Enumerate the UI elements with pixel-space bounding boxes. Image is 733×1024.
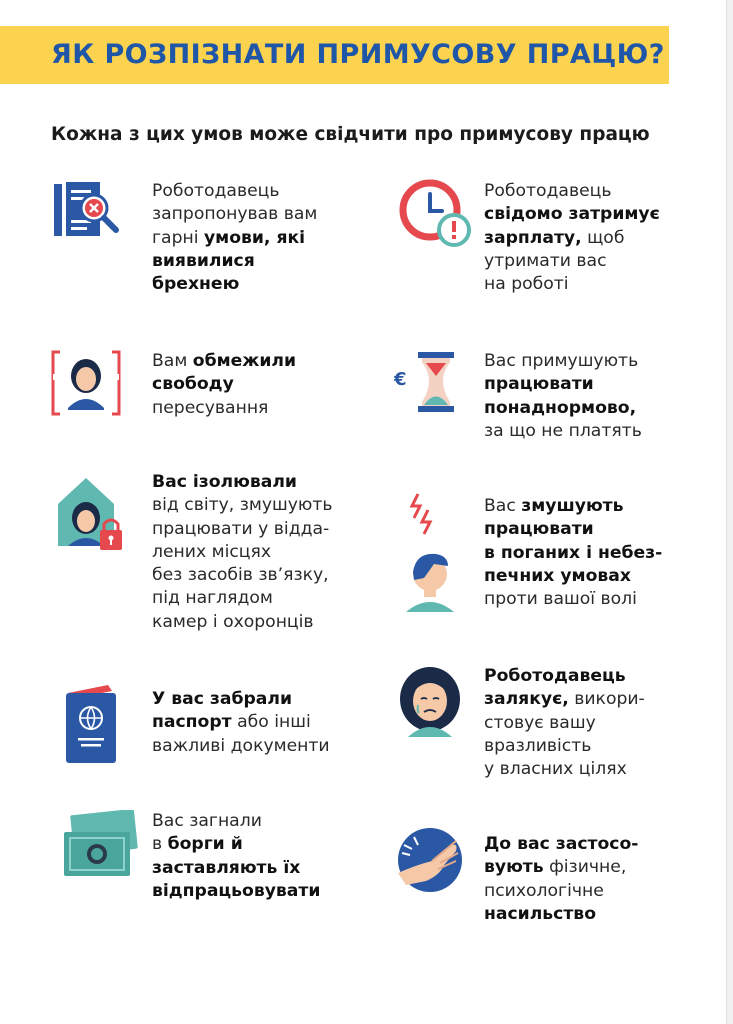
condition-text bbox=[152, 350, 296, 420]
line-text: Вам bbox=[152, 351, 193, 371]
condition-text bbox=[484, 833, 638, 926]
line-text: в bbox=[152, 834, 168, 855]
line-text-bold: залякує, bbox=[484, 689, 569, 710]
line-text: у власних цілях bbox=[484, 759, 627, 780]
condition-text bbox=[484, 350, 642, 443]
line-text-bold: свободу bbox=[152, 374, 234, 395]
line-text: пересування bbox=[152, 397, 269, 418]
isolated-person-lock-icon bbox=[54, 476, 136, 560]
money-debt-icon bbox=[60, 810, 140, 880]
line-text: або інші bbox=[231, 712, 311, 733]
line-text: камер і охоронців bbox=[152, 611, 314, 632]
line-text-bold: змушують bbox=[521, 496, 624, 516]
line-text-bold: У вас забрали bbox=[152, 689, 293, 709]
violence-hand-icon bbox=[396, 825, 466, 895]
line-text: щоб bbox=[581, 227, 625, 248]
line-text: за що не платять bbox=[484, 420, 642, 441]
line-text: психологічне bbox=[484, 880, 604, 901]
line-text-bold: заставляють їх bbox=[152, 857, 301, 878]
line-text: вразливість bbox=[484, 735, 592, 756]
line-text-bold: понаднормово, bbox=[484, 397, 637, 418]
condition-text bbox=[484, 180, 660, 296]
line-text: Вас загнали bbox=[152, 811, 262, 831]
line-text-bold: вують bbox=[484, 857, 544, 878]
line-text-bold: працювати bbox=[484, 519, 594, 540]
line-text-bold: паспорт bbox=[152, 712, 232, 733]
line-text: фізичне, bbox=[543, 857, 627, 878]
hourglass-euro-icon bbox=[394, 350, 458, 414]
line-text: викори- bbox=[568, 689, 645, 710]
line-text-bold: умови, які bbox=[203, 227, 306, 248]
line-text-bold: борги й bbox=[167, 834, 243, 855]
line-text-bold: відпрацьовувати bbox=[152, 880, 321, 901]
page-edge bbox=[726, 0, 733, 1024]
line-text: гарні bbox=[152, 227, 204, 248]
condition-text bbox=[484, 665, 645, 781]
line-text-bold: працювати bbox=[484, 374, 594, 395]
line-text: утримати вас bbox=[484, 250, 607, 271]
line-text-bold: Роботодавець bbox=[484, 666, 626, 686]
condition-text bbox=[152, 180, 317, 296]
line-text: під наглядом bbox=[152, 588, 273, 609]
worker-danger-icon bbox=[404, 492, 460, 616]
line-text: стовує вашу bbox=[484, 712, 596, 733]
line-text: Вас примушують bbox=[484, 351, 639, 371]
line-text: від світу, змушують bbox=[152, 495, 333, 516]
line-text-bold: брехнею bbox=[152, 274, 240, 295]
restricted-person-icon bbox=[50, 350, 122, 418]
line-text: важливі документи bbox=[152, 735, 330, 756]
scared-woman-icon bbox=[396, 663, 464, 737]
line-text: Роботодавець bbox=[484, 181, 612, 201]
line-text: запропонував вам bbox=[152, 204, 318, 225]
line-text-bold: насильство bbox=[484, 903, 596, 924]
page-title: ЯК РОЗПІЗНАТИ ПРИМУСОВУ ПРАЦЮ? bbox=[51, 39, 665, 70]
condition-text bbox=[484, 495, 662, 611]
line-text-bold: До вас застосо- bbox=[484, 834, 639, 854]
header-banner bbox=[0, 26, 669, 84]
document-rejected-icon bbox=[52, 180, 122, 242]
line-text-bold: обмежили bbox=[192, 351, 297, 371]
page-subtitle: Кожна з цих умов може свідчити про примусову працю bbox=[51, 124, 650, 145]
line-text: Вас bbox=[484, 496, 522, 516]
condition-text bbox=[152, 688, 330, 758]
line-text: на роботі bbox=[484, 274, 569, 295]
line-text: працювати у відда- bbox=[152, 518, 330, 539]
svg-text:€: € bbox=[394, 369, 407, 390]
line-text-bold: виявилися bbox=[152, 250, 255, 271]
line-text: лених місцях bbox=[152, 541, 272, 562]
line-text: без засобів зв’язку, bbox=[152, 565, 329, 586]
line-text-bold: Вас ізолювали bbox=[152, 472, 297, 492]
condition-text bbox=[152, 810, 320, 903]
line-text: Роботодавець bbox=[152, 181, 280, 201]
clock-warning-icon bbox=[398, 178, 472, 250]
line-text-bold: печних умовах bbox=[484, 565, 631, 586]
condition-text bbox=[152, 471, 333, 634]
line-text-bold: в поганих і небез- bbox=[484, 542, 663, 563]
line-text-bold: зарплату, bbox=[484, 227, 582, 248]
line-text-bold: свідомо затримує bbox=[484, 204, 660, 225]
line-text: проти вашої волі bbox=[484, 589, 637, 610]
passport-icon bbox=[64, 683, 120, 765]
